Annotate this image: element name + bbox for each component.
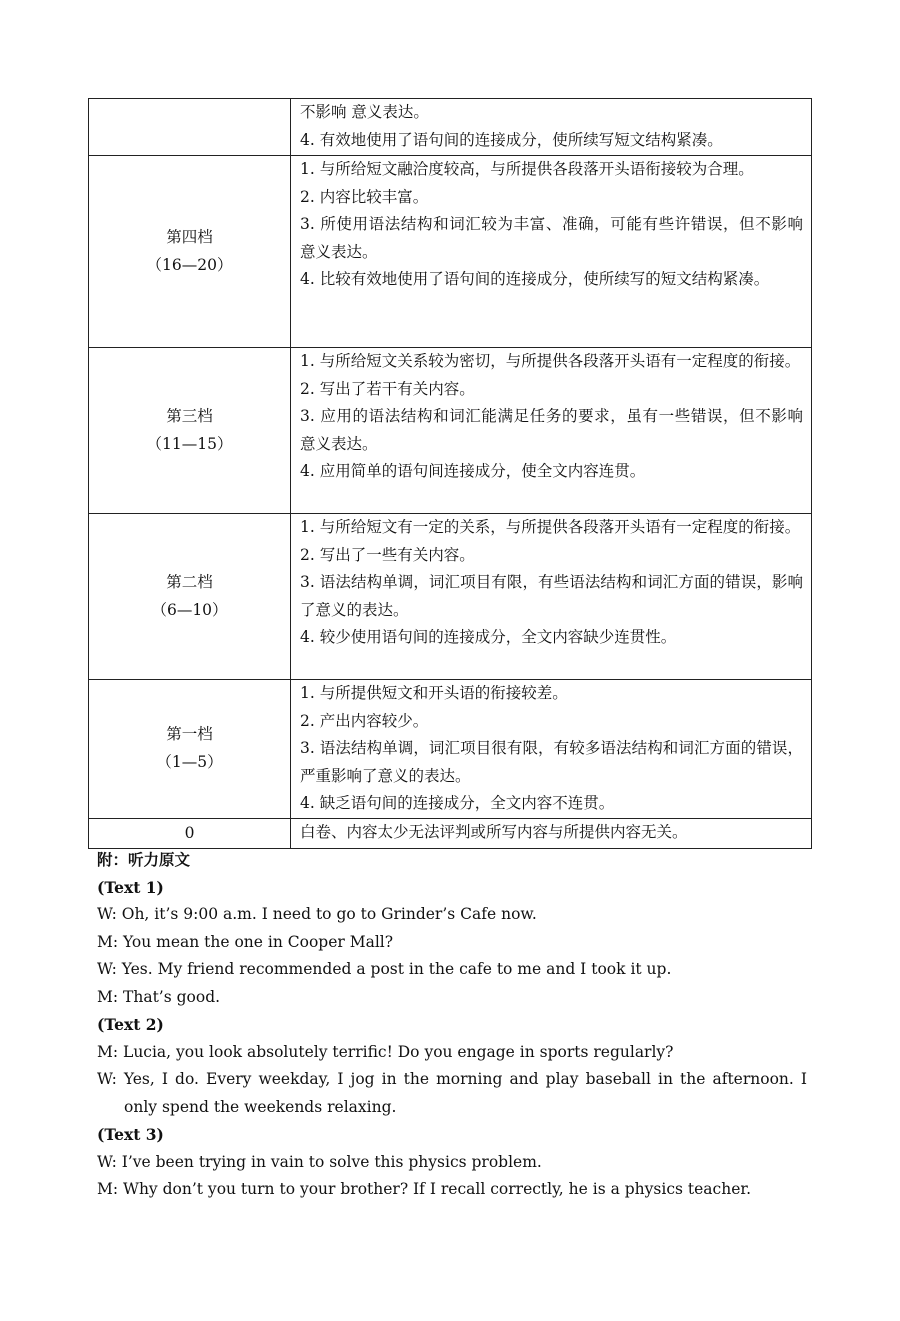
grade-cell [89,680,291,819]
criterion-line: 4. 比较有效地使用了语句间的连接成分，使所续写的短文结构紧凑。 [300,270,770,288]
criterion-line: 4. 缺乏语句间的连接成分，全文内容不连贯。 [300,794,615,812]
dialogue-line: W: Yes, I do. Every weekday, I jog in the morning and play baseball in the afternoon. I only spend the weekends relaxing. [97,1070,807,1116]
grade-name: 第一档 [166,725,213,744]
rubric-row-grade-4 [89,156,812,348]
dialogue-line: M: Why don’t you turn to your brother? If I recall correctly, he is a physics teacher. [97,1180,751,1198]
rubric-row-grade-3 [89,348,812,514]
rubric-row-zero [89,818,812,848]
dialogue-line: M: Lucia, you look absolutely terrific! Do you engage in sports regularly? [97,1042,674,1061]
dialogue-line: W: Yes. My friend recommended a post in the cafe to me and I took it up. [97,960,672,978]
grade-cell [89,99,291,156]
grade-name: 第三档 [166,407,213,425]
zero-score-description [291,818,812,848]
criterion-line: 3. 所使用语法结构和词汇较为丰富、准确，可能有些许错误，但不影响 意义表达。 [300,215,803,261]
criterion-line: 1. 与所给短文关系较为密切，与所提供各段落开头语有一定程度的衔接。 [300,352,801,370]
criterion-line: 4. 有效地使用了语句间的连接成分，使所续写短文结构紧凑。 [300,130,723,149]
criterion-line: 1. 与所提供短文和开头语的衔接较差。 [300,684,568,702]
criteria-cell [291,680,812,819]
criterion-line: 3. 语法结构单调，词汇项目很有限，有较多语法结构和词汇方面的错误，严重影响了意义的表达。 [300,739,803,785]
criterion-line: 3. 应用的语法结构和词汇能满足任务的要求，虽有一些错误，但不影响 意义表达。 [300,407,803,453]
criterion-line: 3. 语法结构单调，词汇项目有限，有些语法结构和词汇方面的错误，影响了意义的表达。 [300,573,803,619]
criterion-line: 2. 写出了一些有关内容。 [300,545,475,564]
grade-range: （16—20） [146,255,233,274]
criterion-line: 2. 产出内容较少。 [300,711,429,730]
criterion-line: 2. 内容比较丰富。 [300,187,429,206]
criterion-line: 2. 写出了若干有关内容。 [300,379,475,398]
grade-range: （1—5） [156,752,223,771]
criterion-line: 白卷、内容太少无法评判或所写内容与所提供内容无关。 [300,822,688,841]
grade-name: 第四档 [166,228,213,246]
criterion-line: 1. 与所给短文有一定的关系，与所提供各段落开头语有一定程度的衔接。 [300,518,801,536]
dialogue-line: M: That’s good. [97,987,221,1006]
text-heading: (Text 2) [97,1015,164,1034]
grade-range: （11—15） [146,434,233,453]
dialogue-line: W: I’ve been trying in vain to solve this physics problem. [97,1152,542,1171]
rubric-row-grade-2 [89,514,812,680]
rubric-row-grade-1 [89,680,812,819]
appendix-title: 附：听力原文 [97,850,191,869]
criterion-line: 4. 较少使用语句间的连接成分，全文内容缺少连贯性。 [300,628,677,646]
rubric-row-continued [89,99,812,156]
dialogue-line: W: Oh, it’s 9:00 a.m. I need to go to Grinder’s Cafe now. [97,905,537,923]
text-heading: (Text 3) [97,1125,164,1144]
criteria-cell [291,514,812,680]
grade-cell [89,348,291,514]
criteria-cell [291,348,812,514]
criterion-line: 不影响 意义表达。 [300,103,429,121]
criteria-cell [291,156,812,348]
zero-score-cell: 0 [89,818,291,848]
grade-cell [89,514,291,680]
criterion-line: 4. 应用简单的语句间连接成分，使全文内容连贯。 [300,462,646,480]
grade-cell [89,156,291,348]
dialogue-line: M: You mean the one in Cooper Mall? [97,932,394,951]
text-heading: (Text 1) [97,877,164,897]
scoring-rubric-table [88,98,812,849]
grade-name: 第二档 [166,573,213,591]
criteria-cell [291,99,812,156]
criterion-line: 1. 与所给短文融洽度较高，与所提供各段落开头语衔接较为合理。 [300,160,754,178]
listening-transcript [97,846,807,1204]
grade-range: （6—10） [151,600,228,619]
